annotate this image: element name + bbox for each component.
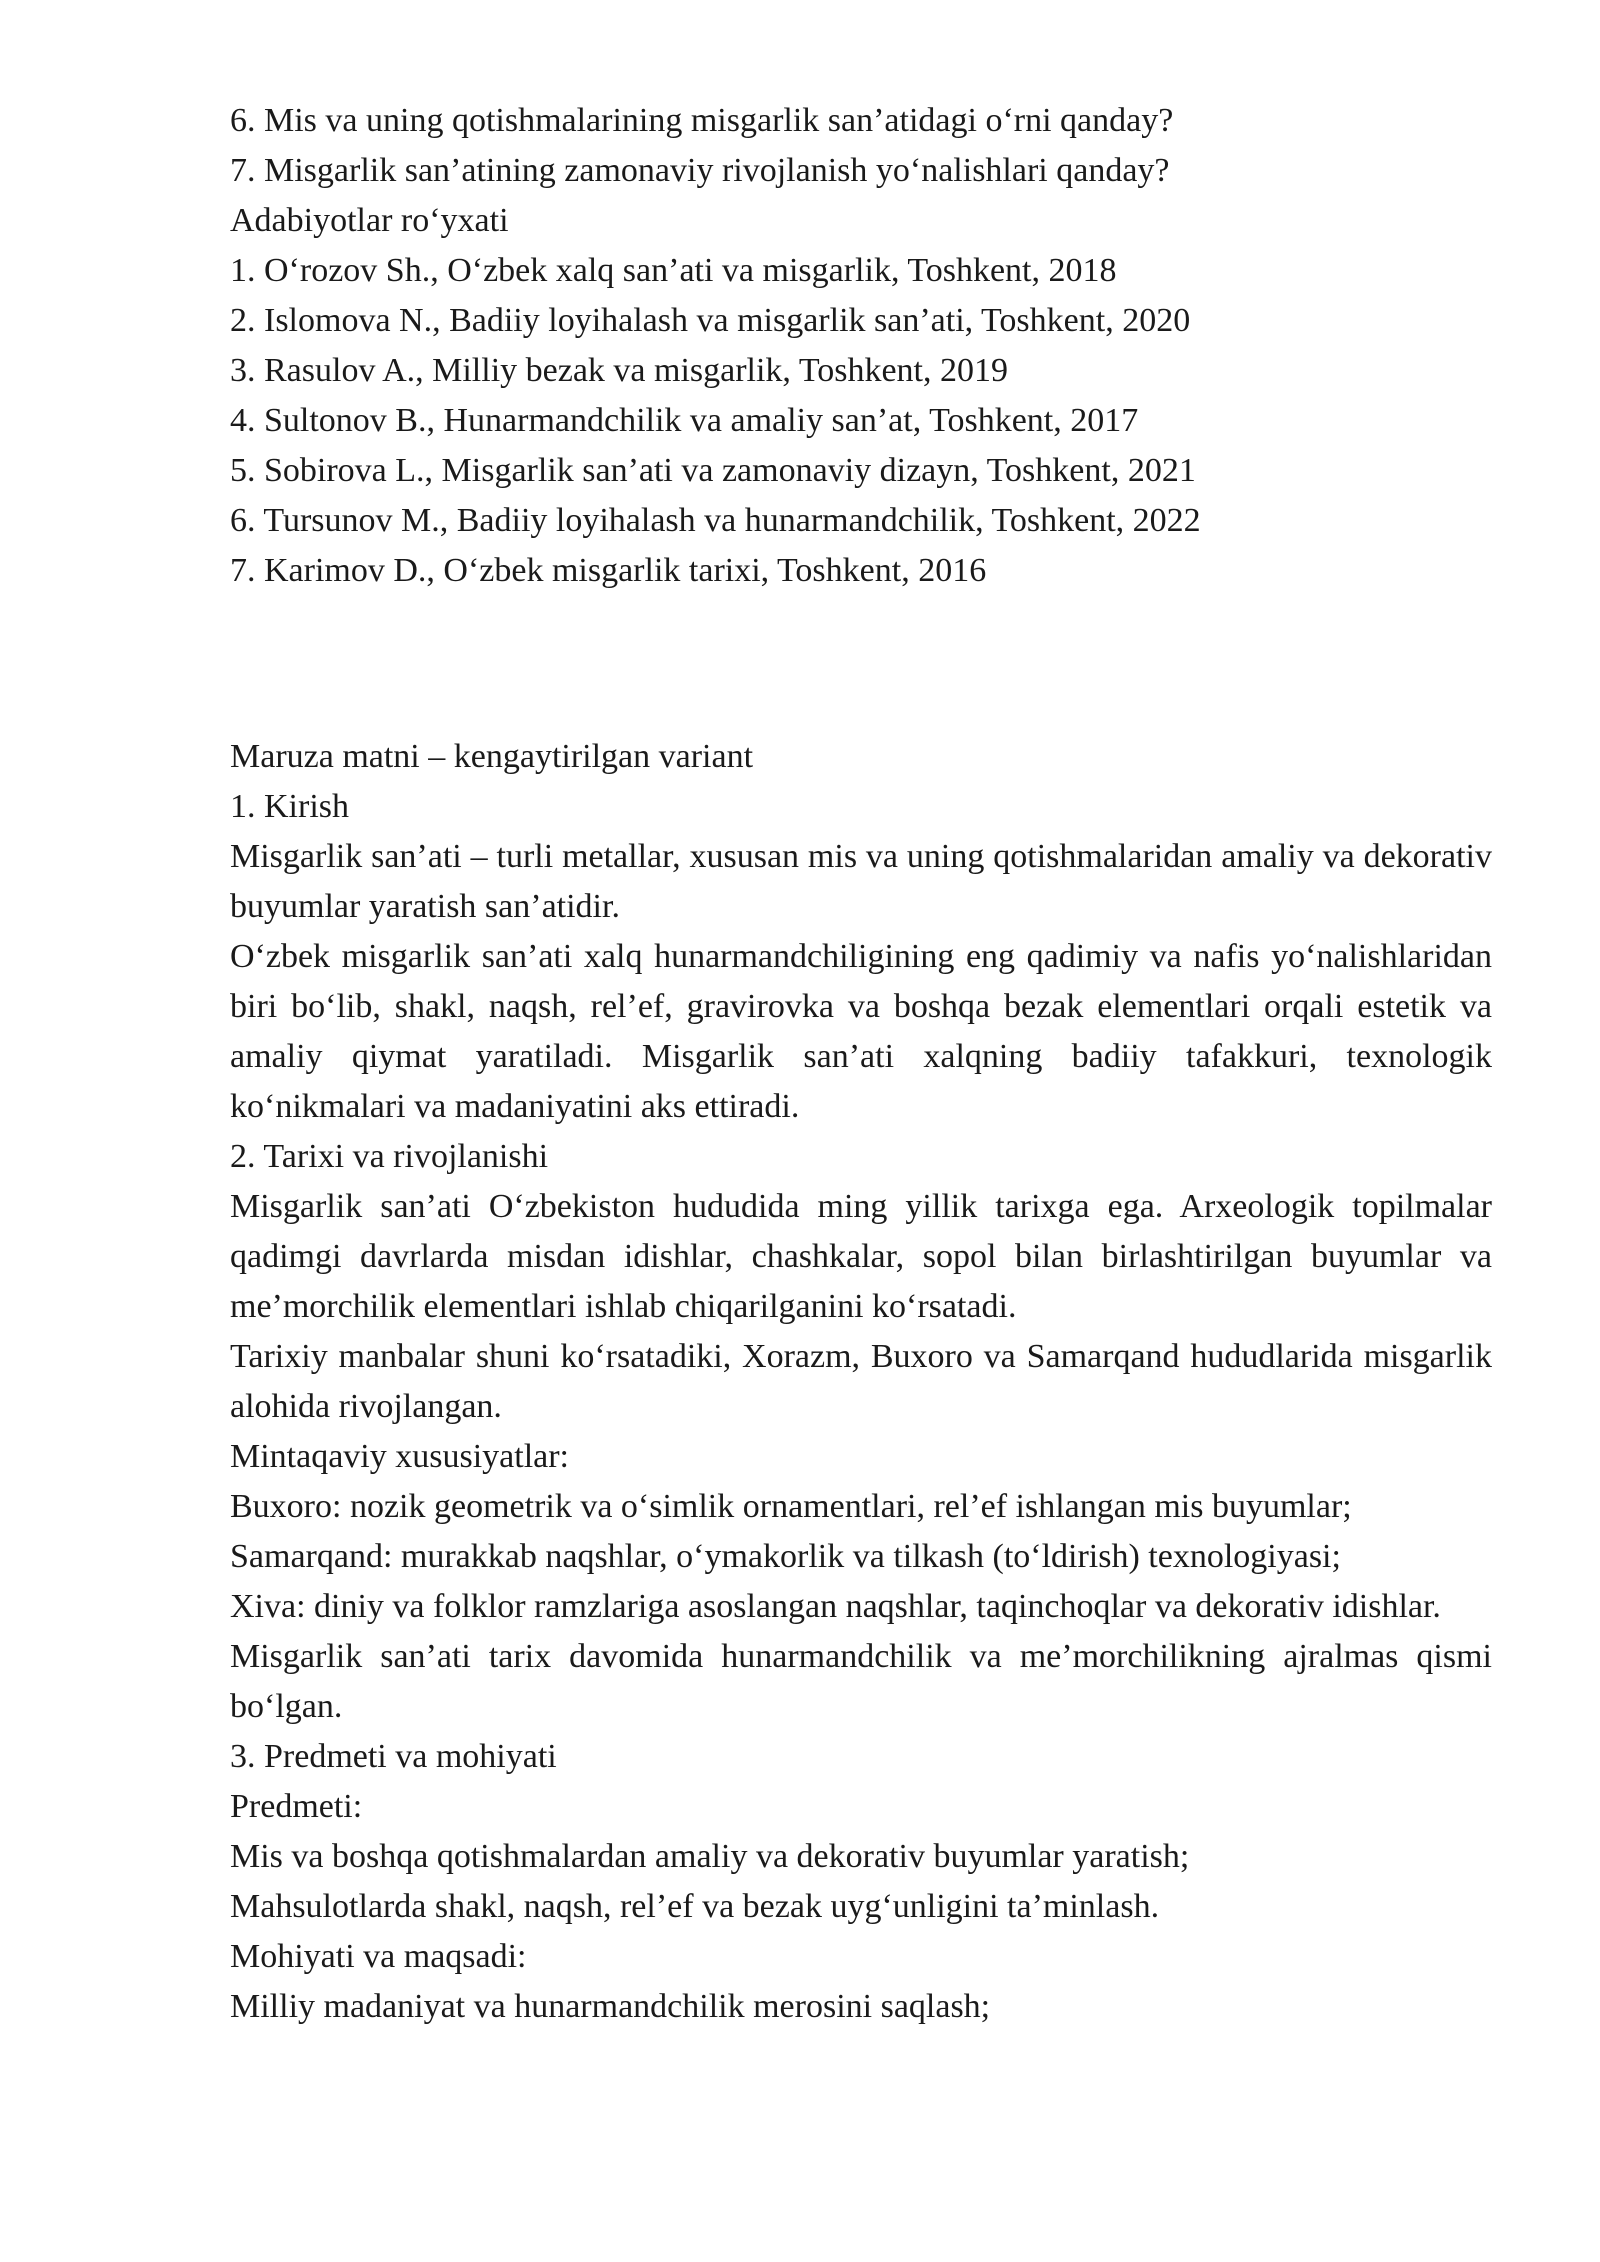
intro-paragraph-2: O‘zbek misgarlik san’ati xalq hunarmandchiligining eng qadimiy va nafis yo‘nalishlaridan biri bo‘lib, shakl, naqsh, rel’ef, gravirovka va boshqa bezak elementlari orqali estetik va amaliy qiymat yaratiladi. Misgarlik san’ati xalqning badiiy tafakkuri, texnologik ko‘nikmalari va madaniyatini aks ettiradi.	[230, 938, 1492, 1125]
reference-item: 5. Sobirova L., Misgarlik san’ati va zamonaviy dizayn, Toshkent, 2021	[230, 452, 1196, 489]
history-heading: 2. Tarixi va rivojlanishi	[230, 1138, 549, 1175]
regional-bukhara: Buxoro: nozik geometrik va o‘simlik ornamentlari, rel’ef ishlangan mis buyumlar;	[230, 1488, 1352, 1525]
lecture-title: Maruza matni – kengaytirilgan variant	[230, 738, 754, 775]
references-heading: Adabiyotlar ro‘yxati	[230, 202, 509, 239]
regional-samarkand: Samarqand: murakkab naqshlar, o‘ymakorlik va tilkash (to‘ldirish) texnologiyasi;	[230, 1538, 1341, 1575]
regional-heading: Mintaqaviy xususiyatlar:	[230, 1438, 570, 1475]
intro-paragraph-1: Misgarlik san’ati – turli metallar, xususan mis va uning qotishmalaridan amaliy va dekorativ buyumlar yaratish san’atidir.	[230, 838, 1492, 925]
section-gap	[230, 596, 1492, 732]
question-7: 7. Misgarlik san’atining zamonaviy rivojlanish yo‘nalishlari qanday?	[230, 152, 1170, 189]
reference-item: 6. Tursunov M., Badiiy loyihalash va hunarmandchilik, Toshkent, 2022	[230, 502, 1201, 539]
essence-item: Milliy madaniyat va hunarmandchilik merosini saqlash;	[230, 1988, 991, 2025]
subject-item: Mahsulotlarda shakl, naqsh, rel’ef va bezak uyg‘unligini ta’minlash.	[230, 1888, 1160, 1925]
history-paragraph-1: Misgarlik san’ati O‘zbekiston hududida ming yillik tarixga ega. Arxeologik topilmalar qadimgi davrlarda misdan idishlar, chashkalar, sopol bilan birlashtirilgan buyumlar va me’morchilik elementlari ishlab chiqarilganini ko‘rsatadi.	[230, 1188, 1492, 1325]
question-6: 6. Mis va uning qotishmalarining misgarlik san’atidagi o‘rni qanday?	[230, 102, 1174, 139]
subject-item: Mis va boshqa qotishmalardan amaliy va dekorativ buyumlar yaratish;	[230, 1838, 1190, 1875]
reference-item: 3. Rasulov A., Milliy bezak va misgarlik, Toshkent, 2019	[230, 352, 1008, 389]
reference-item: 1. O‘rozov Sh., O‘zbek xalq san’ati va misgarlik, Toshkent, 2018	[230, 252, 1117, 289]
intro-heading: 1. Kirish	[230, 788, 349, 825]
subject-heading: 3. Predmeti va mohiyati	[230, 1738, 557, 1775]
essence-label: Mohiyati va maqsadi:	[230, 1938, 527, 1975]
reference-item: 7. Karimov D., O‘zbek misgarlik tarixi, Toshkent, 2016	[230, 552, 987, 589]
document-page	[230, 96, 1492, 2032]
reference-item: 4. Sultonov B., Hunarmandchilik va amaliy san’at, Toshkent, 2017	[230, 402, 1139, 439]
regional-khiva: Xiva: diniy va folklor ramzlariga asoslangan naqshlar, taqinchoqlar va dekorativ idishlar.	[230, 1588, 1441, 1625]
reference-item: 2. Islomova N., Badiiy loyihalash va misgarlik san’ati, Toshkent, 2020	[230, 302, 1191, 339]
history-paragraph-3: Misgarlik san’ati tarix davomida hunarmandchilik va me’morchilikning ajralmas qismi bo‘lgan.	[230, 1638, 1492, 1725]
history-paragraph-2: Tarixiy manbalar shuni ko‘rsatadiki, Xorazm, Buxoro va Samarqand hududlarida misgarlik alohida rivojlangan.	[230, 1338, 1492, 1425]
subject-label: Predmeti:	[230, 1788, 363, 1825]
